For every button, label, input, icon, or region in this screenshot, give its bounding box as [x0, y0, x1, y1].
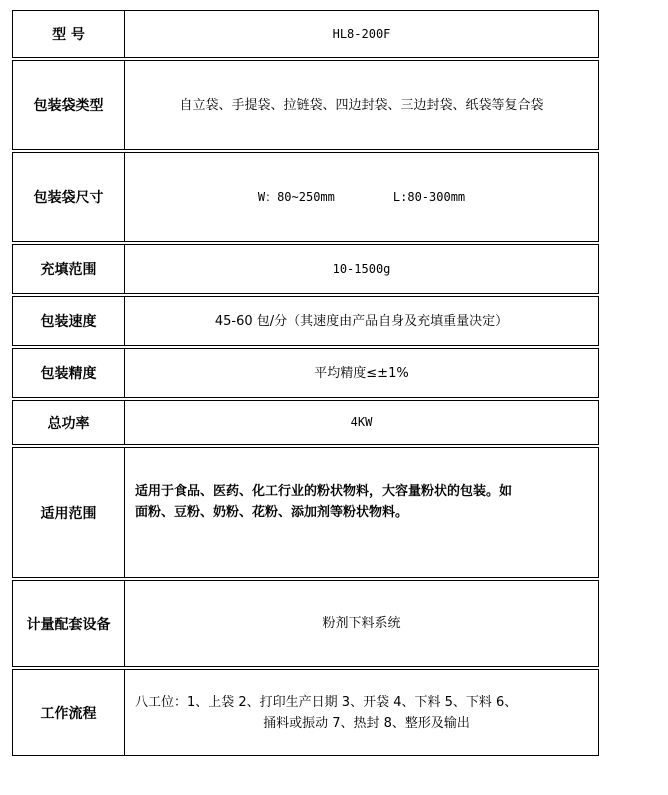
row-value-bag-type: 自立袋、手提袋、拉链袋、四边封袋、三边封袋、纸袋等复合袋 [125, 60, 599, 150]
row-label-metering: 计量配套设备 [12, 580, 125, 667]
table-row [12, 296, 599, 346]
row-value-bag-size [125, 152, 599, 242]
table-row [12, 348, 599, 398]
row-value-application [125, 447, 599, 578]
row-label-speed: 包装速度 [12, 296, 125, 346]
row-label-workflow: 工作流程 [12, 669, 125, 756]
bag-size-width: W：80~250mm [257, 189, 335, 204]
table-row [12, 152, 599, 242]
table-row [12, 400, 599, 445]
row-label-power: 总功率 [12, 400, 125, 445]
table-row [12, 669, 599, 756]
row-label-bag-size: 包装袋尺寸 [12, 152, 125, 242]
application-line-2: 面粉、豆粉、奶粉、花粉、添加剂等粉状物料。 [135, 505, 409, 521]
row-value-metering: 粉剂下料系统 [125, 580, 599, 667]
table-row [12, 580, 599, 667]
application-line-1: 适用于食品、医药、化工行业的粉状物料，大容量粉状的包装。如 [135, 484, 513, 500]
table-row [12, 10, 599, 58]
workflow-line-2: 捅料或振动 7、热封 8、整形及输出 [263, 715, 470, 731]
row-label-accuracy: 包装精度 [12, 348, 125, 398]
table-row [12, 60, 599, 150]
workflow-line-1: 八工位：1、上袋 2、打印生产日期 3、开袋 4、下料 5、下料 6、 [135, 694, 518, 710]
row-value-power: 4KW [125, 400, 599, 445]
table-row [12, 244, 599, 294]
row-value-workflow [125, 669, 599, 756]
row-label-fill-range: 充填范围 [12, 244, 125, 294]
row-label-application: 适用范围 [12, 447, 125, 578]
row-value-fill-range: 10-1500g [125, 244, 599, 294]
row-value-speed: 45-60 包/分（其速度由产品自身及充填重量决定） [125, 296, 599, 346]
row-value-accuracy: 平均精度≤±1% [125, 348, 599, 398]
table-row [12, 447, 599, 578]
spec-table [12, 8, 599, 758]
row-value-model: HL8-200F [125, 10, 599, 58]
row-label-model: 型 号 [12, 10, 125, 58]
bag-size-length: L:80-300mm [392, 189, 466, 204]
row-label-bag-type: 包装袋类型 [12, 60, 125, 150]
